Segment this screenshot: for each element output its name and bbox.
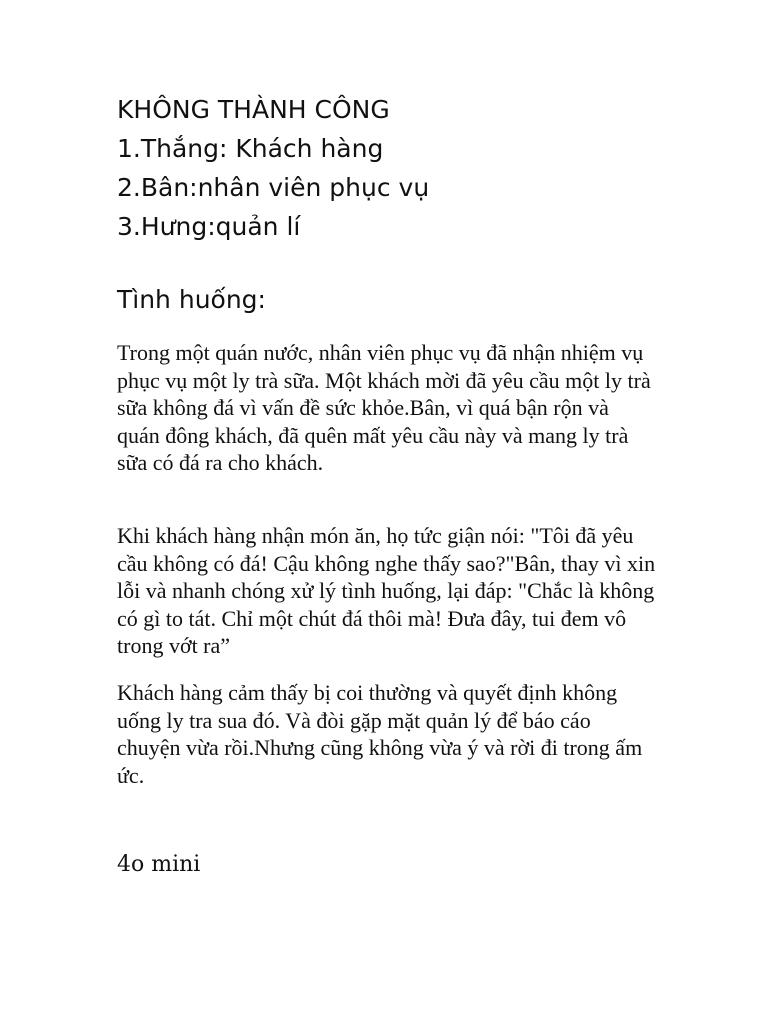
paragraph-1: Trong một quán nước, nhân viên phục vụ đã nhận nhiệm vụ phục vụ một ly trà sữa. Một khách mời đã yêu cầu một ly trà sữa không đá vì vấn đề sức khỏe.Bân, vì quá bận rộn và quán đông khách, đã quên mất yêu cầu này và mang ly trà sữa có đá ra cho khách. — [117, 340, 651, 476]
heading-block — [117, 90, 717, 246]
character-line-customer: 1.Thắng: Khách hàng — [117, 134, 384, 163]
heading-title: KHÔNG THÀNH CÔNG — [117, 95, 390, 124]
paragraph-3: Khách hàng cảm thấy bị coi thường và quyết định không uống ly tra sua đó. Và đòi gặp mặt quản lý để báo cáo chuyện vừa rồi.Nhưng cũng không vừa ý và rời đi trong ấm ức. — [117, 680, 643, 788]
footer-note: 4o mini — [117, 852, 201, 877]
paragraph-2: Khi khách hàng nhận món ăn, họ tức giận nói: "Tôi đã yêu cầu không có đá! Cậu không nghe thấy sao?"Bân, thay vì xin lỗi và nhanh chóng xử lý tình huống, lại đáp: "Chắc là không có gì to tát. Chỉ một chút đá thôi mà! Đưa đây, tui đem vô trong vớt ra” — [117, 523, 656, 659]
situation-title: Tình huống: — [117, 285, 266, 314]
character-line-manager: 3.Hưng:quản lí — [117, 212, 301, 241]
character-line-waiter: 2.Bân:nhân viên phục vụ — [117, 173, 430, 202]
